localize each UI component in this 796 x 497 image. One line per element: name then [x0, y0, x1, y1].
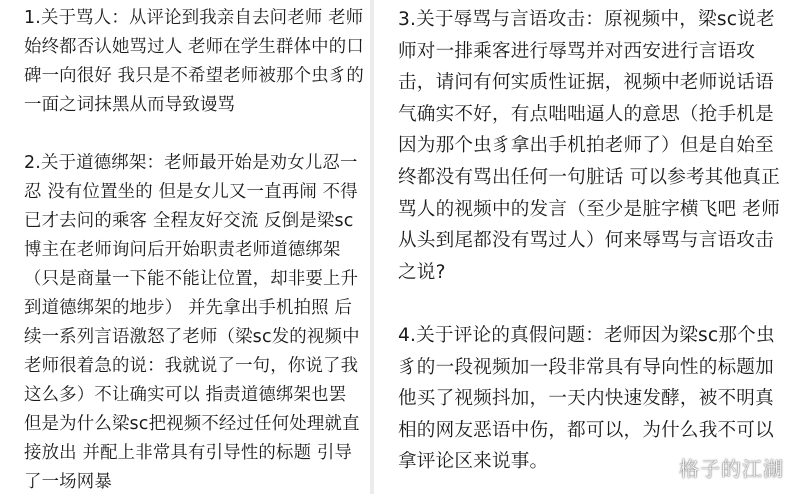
right-text-panel [374, 0, 796, 494]
paragraph-spacer [398, 288, 786, 320]
paragraph-1-insult: 1.关于骂人：从评论到我亲自去问老师 老师始终都否认她骂过人 老师在学生群体中的口碑一向很好 我只是不希望老师被那个虫豸的一面之词抹黑从而导致谩骂 [24, 8, 364, 115]
watermark-text: 格子的江湖 [679, 457, 784, 481]
paragraph-4-comments-authenticity: 4.关于评论的真假问题：老师因为梁sc那个虫豸的一段视频加一段非常具有导向性的标题加他买了视频抖加，一天内快速发酵，被不明真相的网友恶语中伤，都可以，为什么我不可以拿评论区来说事。 [398, 324, 775, 473]
paragraph-3-verbal-abuse: 3.关于辱骂与言语攻击：原视频中，梁sc说老师对一排乘客进行辱骂并对西安进行言语攻击，请问有何实质性证据，视频中老师说话语气确实不好，有点咄咄逼人的意思（抢手机是因为那个虫豸拿出手机拍老师了）但是自始至终都没有骂出任何一句脏话 可以参考其他真正骂人的视频中的发言（至少是脏字横飞吧 老师从头到尾都没有骂过人）何来辱骂与言语攻击之说? [398, 9, 780, 283]
paragraph-spacer [24, 120, 364, 149]
paragraph-2-moral-blackmail: 2.关于道德绑架：老师最开始是劝女儿忍一忍 没有位置坐的 但是女儿又一直再闹 不得已才去问的乘客 全程友好交流 反倒是梁sc博主在老师询问后开始职责老师道德绑架（只是商量一下能不能让位置，却非要上升到道德绑架的地步） 并先拿出手机拍照 后续一系列言语激怒了老师（梁sc发的视频中老师很着急的说：我就说了一句，你说了我这么多）不让确实可以 指责道德绑架也罢 但是为什么梁sc把视频不经过任何处理就直接放出 并配上非常具有引导性的标题 引导了一场网暴 [24, 153, 360, 492]
left-text-panel [0, 0, 370, 494]
